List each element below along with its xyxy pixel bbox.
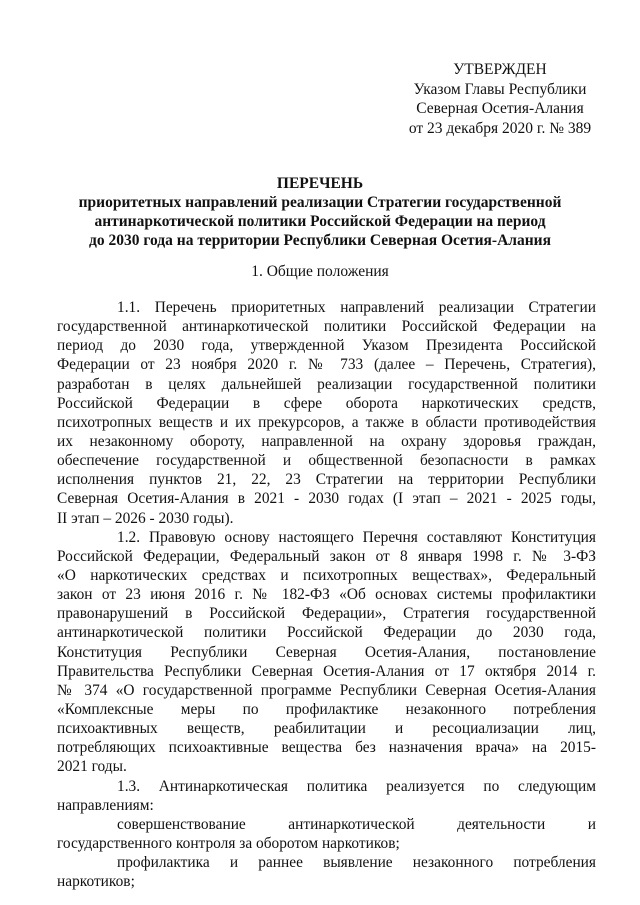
document-body <box>57 298 596 891</box>
body-text-line: II этап – 2026 - 2030 годы). <box>57 509 234 527</box>
approval-date: от 23 декабря 2020 г. № 389 <box>408 119 592 137</box>
title-subtitle-line: приоритетных направлений реализации Стратегии государственной <box>78 194 562 211</box>
body-text-line: Российской Федерации, Федеральный закон от 8 января 1998 г. № 3-ФЗ <box>57 547 596 565</box>
approval-region: Северная Осетия-Алания <box>416 100 584 117</box>
title-heading: ПЕРЕЧЕНЬ <box>276 175 364 192</box>
body-text-line: «О наркотических средствах и психотропных веществах», Федеральный <box>57 566 596 584</box>
body-text-line: психотропных веществ и их прекурсоров, а также в области противодействия <box>57 413 596 431</box>
body-text-line: 2021 годы. <box>57 758 127 776</box>
body-text-line: Северная Осетия-Алания в 2021 - 2030 годах (I этап – 2021 - 2025 годы, <box>57 490 596 508</box>
body-text-line: их незаконному обороту, направленной на охрану здоровья граждан, <box>57 432 596 450</box>
body-text-line: 1.1. Перечень приоритетных направлений реализации Стратегии <box>117 299 596 316</box>
body-text-line: наркотиков; <box>57 873 135 891</box>
title-subtitle-line: антинаркотической политики Российской Федерации на период <box>94 213 546 230</box>
body-text-line: Российской Федерации в сфере оборота наркотических средств, <box>57 394 596 412</box>
body-text-line: Конституция Республики Северная Осетия-Алания, постановление <box>57 643 596 661</box>
body-text-line: профилактика и раннее выявление незаконного потребления <box>117 854 596 872</box>
body-text-line: Федерации от 23 ноября 2020 г. № 733 (далее – Перечень, Стратегия), <box>57 356 596 374</box>
section-heading: 1. Общие положения <box>251 263 389 280</box>
body-text-line: Правительства Республики Северная Осетия-Алания от 17 октября 2014 г. <box>57 662 596 680</box>
title-subtitle-line: до 2030 года на территории Республики Северная Осетия-Алания <box>89 232 551 249</box>
body-text-line: совершенствование антинаркотической деятельности и <box>117 815 596 833</box>
body-text-line: 1.3. Антинаркотическая политика реализуется по следующим <box>117 777 596 795</box>
body-text-line: направлениям: <box>57 796 154 814</box>
body-text-line: разработан в целях дальнейшей реализации государственной политики <box>57 375 596 393</box>
body-text-line: психоактивных веществ, реабилитации и ресоциализации лиц, <box>57 720 596 738</box>
body-text-line: антинаркотической политики Российской Федерации до 2030 года, <box>57 624 596 642</box>
body-text-line: закон от 23 июня 2016 г. № 182-ФЗ «Об основах системы профилактики <box>57 586 596 604</box>
body-text-line: государственного контроля за оборотом наркотиков; <box>57 834 400 852</box>
document-title <box>60 174 580 250</box>
body-text-line: обеспечение государственной и общественной безопасности в рамках <box>57 452 596 470</box>
body-text-line: исполнения пунктов 21, 22, 23 Стратегии на территории Республики <box>57 471 596 489</box>
body-text-line: потребляющих психоактивные вещества без назначения врача» на 2015- <box>57 739 596 757</box>
body-text-line: 1.2. Правовую основу настоящего Перечня составляют Конституция <box>117 528 596 546</box>
body-text-line: государственной антинаркотической политики Российской Федерации на <box>57 318 596 336</box>
body-text-line: период до 2030 года, утвержденной Указом Президента Российской <box>57 337 596 355</box>
approval-stamp <box>390 60 610 138</box>
approval-authority: Указом Главы Республики <box>413 80 587 98</box>
approval-status: УТВЕРЖДЕН <box>453 61 547 78</box>
body-text-line: правонарушений в Российской Федерации», Стратегия государственной <box>57 605 596 623</box>
body-text-line: № 374 «О государственной программе Республики Северная Осетия-Алания <box>57 681 596 699</box>
body-text-line: «Комплексные меры по профилактике незаконного потребления <box>57 700 596 718</box>
